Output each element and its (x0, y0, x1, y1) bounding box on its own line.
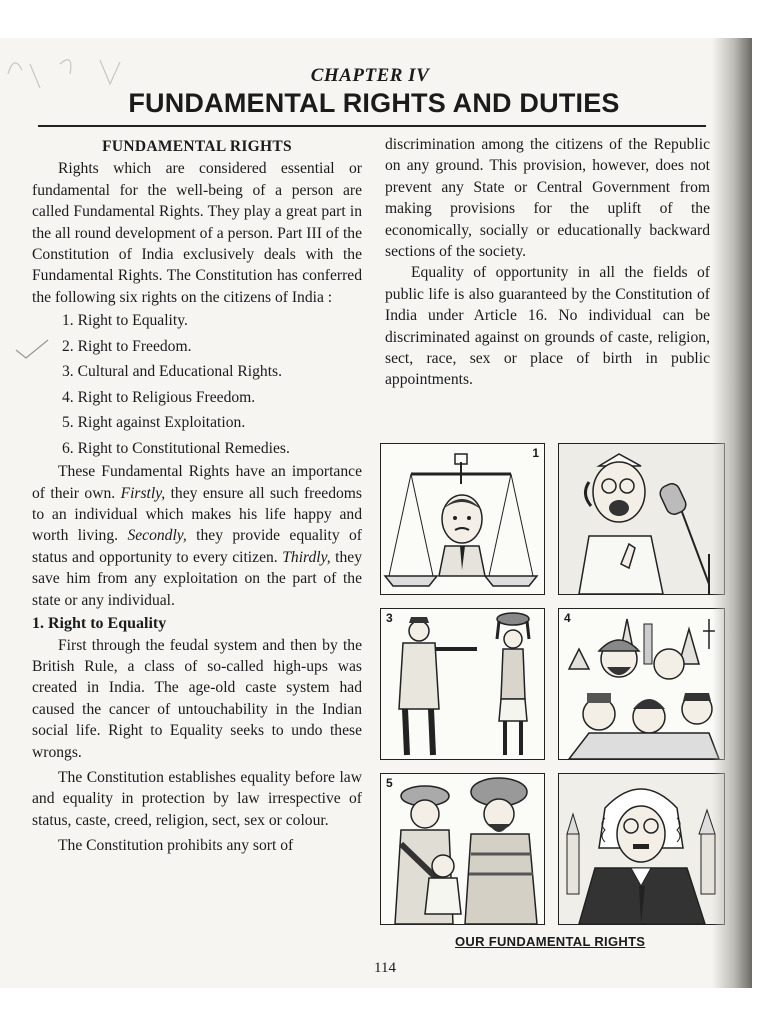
figure-caption: OUR FUNDAMENTAL RIGHTS (455, 934, 646, 949)
landlord-labourer-drawing (381, 609, 544, 759)
discrimination-paragraph: discrimination among the citizens of the Republic on any ground. This provision, however, does not prevent any State or Central Government from making provisions for the uplift of the economically, socially or educationally backward sections of the society. (385, 136, 710, 261)
thirdly-emphasis: Thirdly, (282, 548, 331, 566)
left-column (32, 136, 362, 857)
judge-drawing (559, 774, 724, 924)
fundamental-rights-illustration (380, 443, 730, 923)
book-page (0, 38, 740, 988)
section-heading: FUNDAMENTAL RIGHTS (102, 138, 292, 155)
illustration-panel-constitutional-remedies (558, 773, 725, 925)
panel-number: 5 (386, 776, 393, 790)
illustration-panel-freedom (558, 443, 725, 595)
panel-number: 1 (532, 446, 539, 460)
importance-paragraph (32, 461, 362, 611)
rights-list-item: 3. Cultural and Educational Rights. (62, 363, 283, 381)
panel-number: 4 (564, 611, 571, 625)
equality-of-opportunity-paragraph: Equality of opportunity in all the fields of public life is also guaranteed by the Constitution of India under Article 16. No individual can be discriminated against on grounds of caste, religion, sect, race, sex or place of birth in public appointments. (385, 264, 710, 389)
page-edge-shadow (712, 38, 752, 988)
importance-text: they provide equality of status and opportunity to every citizen. (32, 527, 362, 566)
rights-list-item: 4. Right to Religious Freedom. (62, 388, 256, 406)
illustration-panel-cultural-rights (380, 773, 545, 925)
chapter-label: CHAPTER IV (310, 65, 430, 86)
illustration-panel-equality (380, 443, 545, 595)
scales-of-justice-drawing (381, 444, 544, 594)
secondly-emphasis: Secondly, (127, 527, 187, 545)
importance-text: These Fundamental Rights have an importance of their own. (32, 463, 362, 502)
page-number: 114 (374, 960, 396, 976)
orator-drawing (559, 444, 724, 594)
equality-paragraph: First through the feudal system and then by the British Rule, a class of so-called high-ups was created in India. The age-old caste system had caused the cancer of untouchability in the Indian social life. Right to Equality seeks to undo these wrongs. (32, 636, 362, 761)
intro-paragraph: Rights which are considered essential or fundamental for the well-being of a person are called Fundamental Rights. They play a great part in the all round development of a person. Part III of the Constitution of India exclusively deals with the Fundamental Rights. The Constitution has conferred the following six rights on the citizens of India : (32, 160, 362, 306)
illustration-panel-exploitation (380, 608, 545, 760)
equality-paragraph: The Constitution prohibits any sort of (58, 837, 294, 855)
cultural-groups-drawing (381, 774, 544, 924)
chapter-title: FUNDAMENTAL RIGHTS AND DUTIES (128, 88, 620, 118)
panel-number: 3 (386, 611, 393, 625)
subheading-right-to-equality: 1. Right to Equality (32, 615, 167, 633)
equality-paragraph: The Constitution establishes equality before law and equality in protection by law irrespective of status, caste, creed, religion, sect, sex or colour. (32, 768, 362, 829)
right-column (385, 134, 710, 391)
importance-text: they save him from any exploitation on the part of the state or any individual. (32, 548, 362, 609)
title-rule (38, 125, 706, 127)
religious-communities-drawing (559, 609, 724, 759)
rights-list-item: 2. Right to Freedom. (62, 337, 192, 355)
rights-list-item: 6. Right to Constitutional Remedies. (62, 439, 290, 457)
rights-list (32, 308, 362, 461)
importance-text: they ensure all such freedoms to an individual which makes his life happy and worth living. (32, 484, 362, 545)
rights-list-item: 1. Right to Equality. (62, 312, 188, 330)
rights-list-item: 5. Right against Exploitation. (62, 414, 246, 432)
illustration-panel-religious-freedom (558, 608, 725, 760)
firstly-emphasis: Firstly, (120, 484, 166, 502)
